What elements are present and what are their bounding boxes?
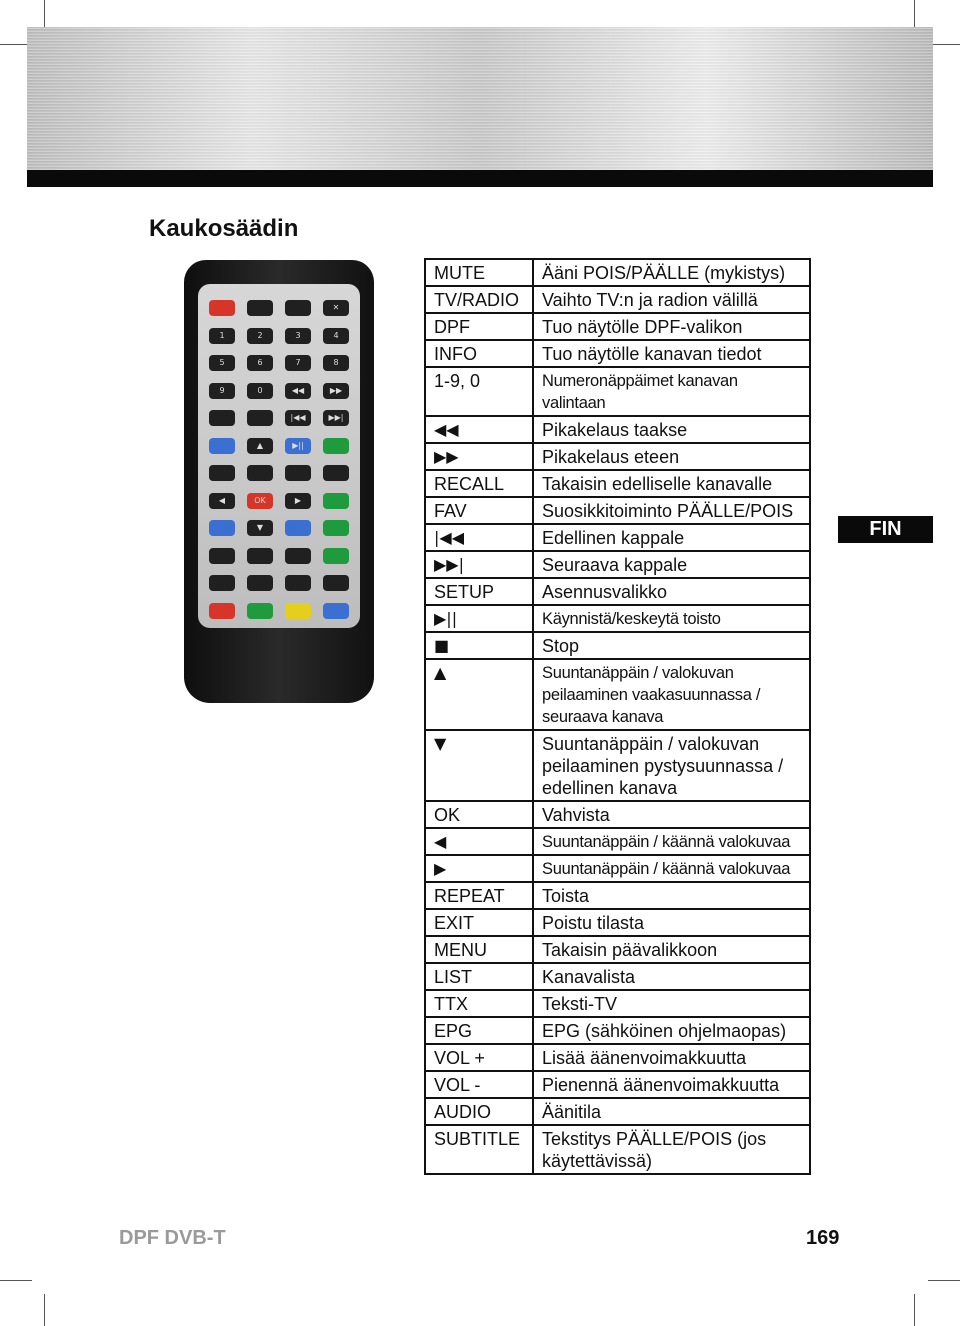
key-name: ▶|| xyxy=(425,605,533,632)
remote-button: ◀◀ xyxy=(285,383,311,399)
key-name: REPEAT xyxy=(425,882,533,909)
remote-button xyxy=(209,520,235,536)
remote-button: 8 xyxy=(323,355,349,371)
key-description: Vaihto TV:n ja radion välillä xyxy=(533,286,810,313)
key-row xyxy=(425,963,810,990)
crop-mark xyxy=(0,1280,32,1281)
key-row xyxy=(425,1125,810,1174)
remote-button xyxy=(247,410,273,426)
key-row xyxy=(425,882,810,909)
key-name: ▼ xyxy=(425,730,533,801)
remote-button: ▶|| xyxy=(285,438,311,454)
key-description: EPG (sähköinen ohjelmaopas) xyxy=(533,1017,810,1044)
page-title: Kaukosäädin xyxy=(149,215,299,242)
key-name: ▶▶| xyxy=(425,551,533,578)
key-row xyxy=(425,828,810,855)
remote-button xyxy=(323,520,349,536)
key-description: Pienennä äänenvoimakkuutta xyxy=(533,1071,810,1098)
key-row xyxy=(425,340,810,367)
remote-button xyxy=(247,603,273,619)
key-row xyxy=(425,632,810,659)
remote-button xyxy=(285,603,311,619)
remote-button xyxy=(323,438,349,454)
key-name: ◀◀ xyxy=(425,416,533,443)
remote-button xyxy=(209,575,235,591)
key-row xyxy=(425,659,810,730)
key-row xyxy=(425,259,810,286)
key-description: Edellinen kappale xyxy=(533,524,810,551)
key-description: Suuntanäppäin / käännä valokuvaa xyxy=(533,855,810,882)
key-description: Seuraava kappale xyxy=(533,551,810,578)
remote-button: 5 xyxy=(209,355,235,371)
key-row xyxy=(425,1071,810,1098)
key-description: Pikakelaus eteen xyxy=(533,443,810,470)
key-description: Suuntanäppäin / valokuvan peilaaminen vaakasuunnassa / seuraava kanava xyxy=(533,659,810,730)
key-row xyxy=(425,367,810,416)
key-description: Suosikkitoiminto PÄÄLLE/POIS xyxy=(533,497,810,524)
page-number: 169 xyxy=(806,1227,840,1249)
remote-button: OK xyxy=(247,493,273,509)
remote-button xyxy=(285,575,311,591)
key-name: MENU xyxy=(425,936,533,963)
language-tab: FIN xyxy=(838,516,933,543)
remote-button xyxy=(209,548,235,564)
remote-button: 9 xyxy=(209,383,235,399)
key-description: Teksti-TV xyxy=(533,990,810,1017)
key-name: SUBTITLE xyxy=(425,1125,533,1174)
remote-button xyxy=(285,520,311,536)
key-description: Kanavalista xyxy=(533,963,810,990)
key-name: MUTE xyxy=(425,259,533,286)
key-name: VOL - xyxy=(425,1071,533,1098)
key-description: Asennusvalikko xyxy=(533,578,810,605)
key-description: Stop xyxy=(533,632,810,659)
remote-button xyxy=(209,603,235,619)
key-description: Vahvista xyxy=(533,801,810,828)
key-row xyxy=(425,497,810,524)
key-row xyxy=(425,551,810,578)
key-description: Pikakelaus taakse xyxy=(533,416,810,443)
remote-button: 4 xyxy=(323,328,349,344)
crop-mark xyxy=(44,1294,45,1326)
key-row xyxy=(425,578,810,605)
remote-button xyxy=(323,493,349,509)
remote-button xyxy=(323,465,349,481)
key-row xyxy=(425,909,810,936)
key-row xyxy=(425,416,810,443)
key-description: Numeronäppäimet kanavan valintaan xyxy=(533,367,810,416)
key-name: EXIT xyxy=(425,909,533,936)
key-name: ▲ xyxy=(425,659,533,730)
key-row xyxy=(425,1098,810,1125)
key-name: FAV xyxy=(425,497,533,524)
remote-button xyxy=(247,575,273,591)
key-row xyxy=(425,1017,810,1044)
remote-button xyxy=(247,300,273,316)
header-bar xyxy=(27,170,933,187)
key-name: SETUP xyxy=(425,578,533,605)
key-description: Suuntanäppäin / käännä valokuvaa xyxy=(533,828,810,855)
key-row xyxy=(425,1044,810,1071)
remote-button xyxy=(323,575,349,591)
remote-button: ▼ xyxy=(247,520,273,536)
key-description: Toista xyxy=(533,882,810,909)
remote-button: ▶▶| xyxy=(323,410,349,426)
key-name: TTX xyxy=(425,990,533,1017)
remote-button: |◀◀ xyxy=(285,410,311,426)
key-description: Ääni POIS/PÄÄLLE (mykistys) xyxy=(533,259,810,286)
remote-control-face xyxy=(198,284,360,628)
remote-button xyxy=(209,410,235,426)
remote-button: ▶ xyxy=(285,493,311,509)
key-name: 1-9, 0 xyxy=(425,367,533,416)
remote-button xyxy=(247,465,273,481)
remote-button xyxy=(285,465,311,481)
remote-button xyxy=(209,300,235,316)
key-row xyxy=(425,313,810,340)
key-name: ■ xyxy=(425,632,533,659)
remote-control-image xyxy=(184,260,374,703)
key-name: ▶ xyxy=(425,855,533,882)
remote-button xyxy=(285,548,311,564)
remote-button xyxy=(323,548,349,564)
key-name: OK xyxy=(425,801,533,828)
key-name: LIST xyxy=(425,963,533,990)
remote-button: 7 xyxy=(285,355,311,371)
key-row xyxy=(425,990,810,1017)
key-name: ▶▶ xyxy=(425,443,533,470)
header-banner xyxy=(27,27,933,170)
remote-button: 2 xyxy=(247,328,273,344)
key-row xyxy=(425,855,810,882)
key-row xyxy=(425,730,810,801)
key-row xyxy=(425,470,810,497)
remote-button: ▶▶ xyxy=(323,383,349,399)
key-description: Äänitila xyxy=(533,1098,810,1125)
key-description: Takaisin edelliselle kanavalle xyxy=(533,470,810,497)
key-description: Tuo näytölle kanavan tiedot xyxy=(533,340,810,367)
crop-mark xyxy=(928,1280,960,1281)
key-description: Takaisin päävalikkoon xyxy=(533,936,810,963)
key-name: EPG xyxy=(425,1017,533,1044)
remote-button: ▲ xyxy=(247,438,273,454)
remote-button: 6 xyxy=(247,355,273,371)
remote-button xyxy=(209,465,235,481)
key-name: RECALL xyxy=(425,470,533,497)
key-row xyxy=(425,605,810,632)
key-description: Käynnistä/keskeytä toisto xyxy=(533,605,810,632)
key-description: Tekstitys PÄÄLLE/POIS (jos käytettävissä) xyxy=(533,1125,810,1174)
remote-button: ◀ xyxy=(209,493,235,509)
key-row xyxy=(425,286,810,313)
key-row xyxy=(425,936,810,963)
key-name: VOL + xyxy=(425,1044,533,1071)
crop-mark xyxy=(914,1294,915,1326)
key-name: |◀◀ xyxy=(425,524,533,551)
remote-button xyxy=(323,603,349,619)
key-description: Tuo näytölle DPF-valikon xyxy=(533,313,810,340)
key-name: DPF xyxy=(425,313,533,340)
key-row xyxy=(425,801,810,828)
key-description: Lisää äänenvoimakkuutta xyxy=(533,1044,810,1071)
key-description: Poistu tilasta xyxy=(533,909,810,936)
remote-button: 3 xyxy=(285,328,311,344)
key-row xyxy=(425,524,810,551)
key-description: Suuntanäppäin / valokuvan peilaaminen pystysuunnassa / edellinen kanava xyxy=(533,730,810,801)
remote-button: 1 xyxy=(209,328,235,344)
remote-button xyxy=(285,300,311,316)
footer-product-name: DPF DVB-T xyxy=(119,1227,226,1249)
key-name: INFO xyxy=(425,340,533,367)
remote-button: 0 xyxy=(247,383,273,399)
remote-button xyxy=(247,548,273,564)
key-name: ◀ xyxy=(425,828,533,855)
remote-button: ✕ xyxy=(323,300,349,316)
key-function-table xyxy=(424,258,811,1175)
key-name: AUDIO xyxy=(425,1098,533,1125)
remote-button xyxy=(209,438,235,454)
key-row xyxy=(425,443,810,470)
key-name: TV/RADIO xyxy=(425,286,533,313)
